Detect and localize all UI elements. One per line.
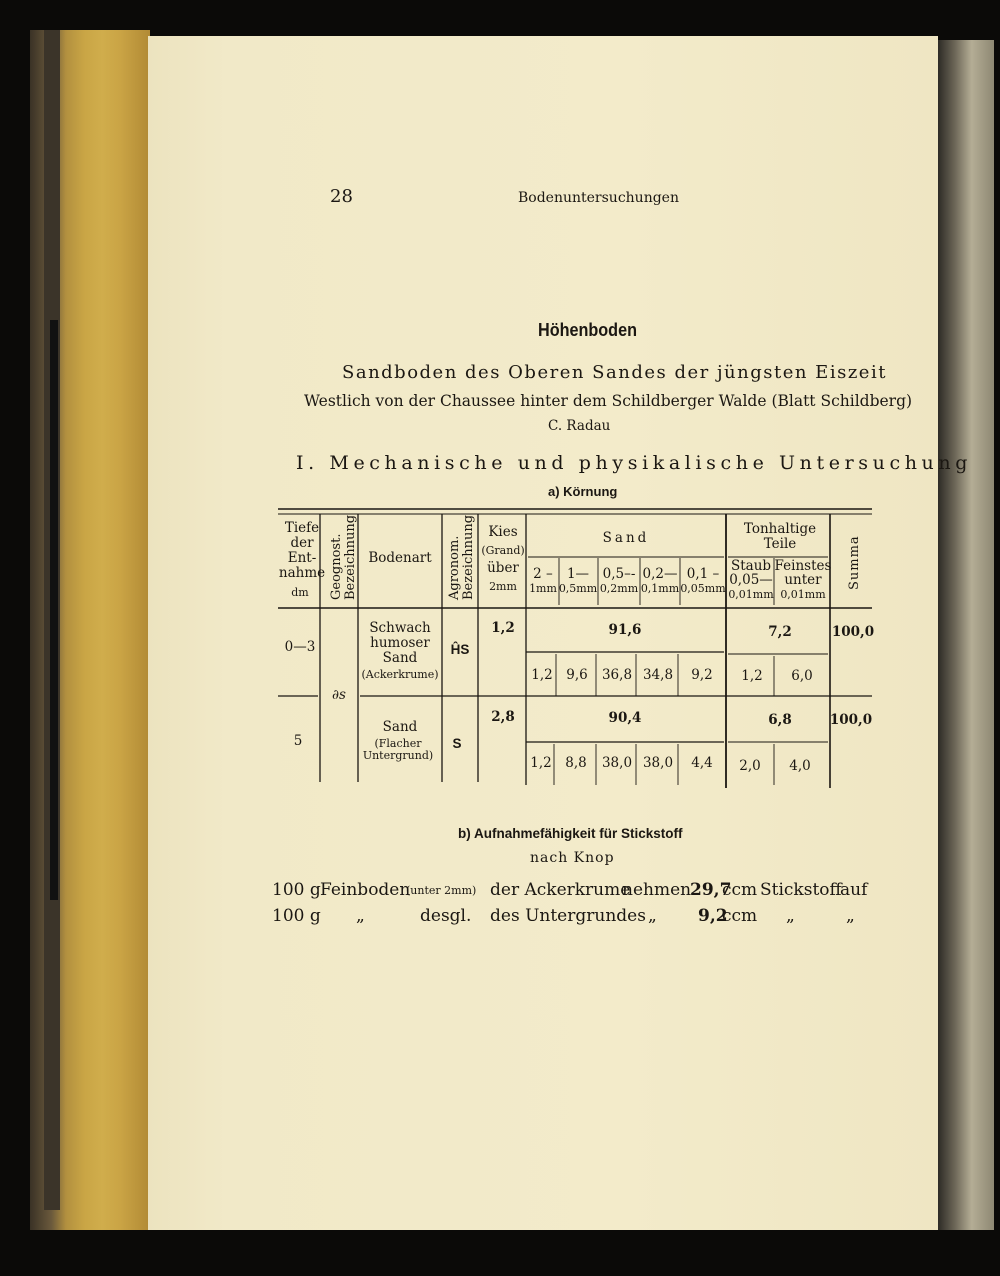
row2-feinstes: 4,0: [789, 758, 811, 774]
subtitle-soil-type: Sandboden des Oberen Sandes der jüngsten Eiszeit: [342, 362, 887, 383]
row2-kies: 2,8: [491, 709, 515, 725]
header-feinstes-3: 0,01mm: [780, 588, 826, 601]
header-kies-2: (Grand): [481, 544, 525, 557]
row1-staub: 1,2: [741, 668, 763, 684]
row2-bodenart-1: Sand: [382, 719, 418, 735]
row1-summa: 100,0: [831, 624, 875, 640]
header-tiefe-1: Tiefe: [284, 520, 320, 536]
header-staub-1: Staub: [730, 558, 772, 574]
header-staub-2: 0,05—: [729, 572, 773, 588]
header-tiefe-3: Ent-: [287, 550, 317, 566]
row1-kies: 1,2: [491, 620, 515, 636]
header-geognost-1: Geognost.: [329, 533, 344, 600]
row2-sand-5: 4,4: [691, 755, 713, 771]
subsection-a-heading: a) Körnung: [548, 484, 618, 499]
subtitle-location: Westlich von der Chaussee hinter dem Schildberger Walde (Blatt Schildberg): [304, 392, 913, 410]
line2-value: 9,2: [698, 906, 728, 926]
line1-value: 29,7: [690, 880, 732, 900]
header-kies-4: 2mm: [489, 580, 517, 593]
row1-sand-2: 9,6: [566, 667, 588, 683]
header-staub-3: 0,01mm: [728, 588, 774, 601]
line1-amount: 100 g: [272, 880, 321, 900]
header-kies-3: über: [487, 560, 519, 576]
header-feinstes-2: unter: [784, 572, 822, 588]
author: C. Radau: [548, 418, 611, 434]
row1-bodenart-4: (Ackerkrume): [361, 668, 439, 681]
header-tiefe-unit: dm: [291, 586, 309, 599]
row1-bodenart-3: Sand: [382, 650, 418, 666]
line1-stickstoff: Stickstoff: [760, 880, 842, 900]
subsection-b-heading: b) Aufnahmefähigkeit für Stickstoff: [458, 826, 683, 841]
row2-sand-1: 1,2: [530, 755, 552, 771]
header-bodenart: Bodenart: [368, 550, 432, 566]
header-agronom-1: Agronom.: [447, 535, 462, 600]
geognost-value: ∂s: [332, 687, 346, 703]
header-summa: Summa: [847, 535, 862, 590]
row2-staub: 2,0: [739, 758, 761, 774]
row1-sand-3: 36,8: [601, 667, 633, 683]
line1-feinboden: Feinboden: [320, 880, 411, 900]
row2-sand-2: 8,8: [565, 755, 587, 771]
row1-tiefe: 0—3: [284, 639, 316, 655]
row1-sand-4: 34,8: [642, 667, 674, 683]
header-sand-col4-1: 0,2—: [642, 566, 678, 582]
line1-nehmen: nehmen: [622, 880, 692, 900]
line2-untergrundes: des Untergrundes: [490, 906, 646, 926]
header-sand: Sand: [602, 530, 650, 546]
header-sand-col2-2: 0,5mm: [558, 582, 598, 595]
header-geognost-2: Bezeichnung: [343, 514, 358, 600]
header-agronom-2: Bezeichnung: [461, 514, 476, 600]
header-sand-col1-1: 2 –: [533, 566, 553, 582]
row1-bodenart-1: Schwach: [369, 620, 431, 636]
subsection-b-subtitle: nach Knop: [530, 850, 615, 866]
line2-ditto-2: „: [648, 906, 657, 926]
row1-sand-5: 9,2: [691, 667, 713, 683]
line2-ditto-1: „: [356, 906, 365, 926]
page-number: 28: [330, 186, 353, 207]
line2-ditto-3: „: [786, 906, 795, 926]
row1-agronom: ĤS: [450, 642, 470, 657]
line1-unit: ccm: [722, 880, 758, 900]
header-tiefe-4: nahme: [278, 565, 326, 581]
row2-bodenart-3: Untergrund): [362, 749, 434, 762]
row2-ton-total: 6,8: [768, 712, 792, 728]
row1-bodenart-2: humoser: [370, 635, 430, 651]
row1-sand-1: 1,2: [531, 667, 553, 683]
line2-unit: ccm: [722, 906, 758, 926]
row2-tiefe: 5: [293, 733, 303, 749]
line1-ackerkrume: der Ackerkrume: [490, 880, 631, 900]
header-ton-2: Teile: [763, 536, 797, 552]
section-heading: I. Mechanische und physikalische Untersuchung: [296, 452, 972, 474]
row2-sand-total: 90,4: [608, 710, 642, 726]
running-head: Bodenuntersuchungen: [518, 190, 679, 206]
row2-agronom: S: [452, 736, 462, 751]
page-title: Höhenboden: [538, 320, 637, 340]
header-sand-col3-2: 0,2mm: [599, 582, 639, 595]
header-sand-col4-2: 0,1mm: [640, 582, 680, 595]
line1-unter: (unter 2mm): [406, 884, 477, 897]
row2-bodenart-2: (Flacher: [374, 737, 422, 750]
row1-feinstes: 6,0: [791, 668, 813, 684]
row2-sand-4: 38,0: [642, 755, 674, 771]
row2-sand-3: 38,0: [601, 755, 633, 771]
row2-summa: 100,0: [829, 712, 873, 728]
line2-amount: 100 g: [272, 906, 321, 926]
header-tiefe-2: der: [290, 535, 314, 551]
line1-auf: auf: [840, 880, 868, 900]
line2-desgl: desgl.: [420, 906, 472, 926]
header-sand-col1-2: 1mm: [529, 582, 557, 595]
header-sand-col2-1: 1—: [566, 566, 590, 582]
row1-sand-total: 91,6: [608, 622, 642, 638]
header-ton-1: Tonhaltige: [743, 521, 817, 537]
header-sand-col5-1: 0,1 –: [686, 566, 720, 582]
header-sand-col3-1: 0,5–-: [602, 566, 636, 582]
header-sand-col5-2: 0,05mm: [680, 582, 726, 595]
header-feinstes-1: Feinstes: [774, 558, 832, 574]
header-kies-1: Kies: [488, 524, 518, 540]
row1-ton-total: 7,2: [768, 624, 792, 640]
line2-ditto-4: „: [846, 906, 855, 926]
